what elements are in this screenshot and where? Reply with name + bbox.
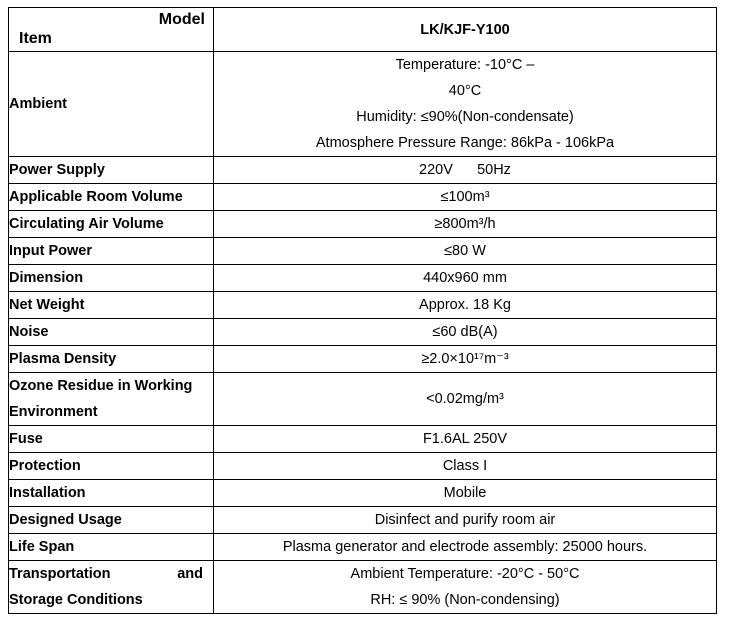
row-label: Protection [9,453,214,480]
transport-line: RH: ≤ 90% (Non-condensing) [370,592,560,608]
model-value: LK/KJF-Y100 [214,8,717,52]
row-label: and [177,566,203,582]
row-value: ≤100m³ [214,184,717,211]
table-row [9,426,717,453]
table-row [9,157,717,184]
row-value: 220V 50Hz [214,157,717,184]
row-value: 440x960 mm [214,265,717,292]
transport-line: Ambient Temperature: -20°C - 50°C [350,566,580,582]
item-header-label: Item [19,30,52,47]
transport-value-cell [214,561,717,614]
table-row [9,319,717,346]
table-row [9,480,717,507]
ambient-value-cell [214,52,717,157]
row-label: Ozone Residue in Working [9,378,193,394]
row-label-line [9,561,213,587]
row-value: F1.6AL 250V [214,426,717,453]
row-label: Noise [9,319,214,346]
row-value: Mobile [214,480,717,507]
row-label: Power Supply [9,157,214,184]
row-label-cell [9,561,214,614]
table-header-row [9,8,717,52]
model-header-label: Model [158,11,205,28]
row-label: Installation [9,480,214,507]
spec-table [8,7,717,614]
row-value: ≤60 dB(A) [214,319,717,346]
row-label: Applicable Room Volume [9,184,214,211]
table-row [9,561,717,614]
table-row [9,184,717,211]
row-label: Fuse [9,426,214,453]
row-value: Disinfect and purify room air [214,507,717,534]
table-row [9,292,717,319]
table-row [9,238,717,265]
table-row [9,52,717,157]
row-label: Environment [9,404,98,420]
ambient-line: Atmosphere Pressure Range: 86kPa - 106kPa [315,135,615,151]
table-row [9,211,717,238]
ambient-line: Humidity: ≤90%(Non-condensate) [356,109,574,125]
row-label-cell [9,373,214,426]
row-label: Life Span [9,534,214,561]
row-value: ≥800m³/h [214,211,717,238]
ambient-line: Temperature: -10°C – [395,57,535,73]
row-label: Circulating Air Volume [9,211,214,238]
table-row [9,373,717,426]
table-row [9,534,717,561]
row-label: Dimension [9,265,214,292]
row-value: Class I [214,453,717,480]
row-value: Approx. 18 Kg [214,292,717,319]
table-row [9,265,717,292]
row-value: Plasma generator and electrode assembly: 25000 hours. [214,534,717,561]
table-row [9,507,717,534]
header-corner-cell [9,8,214,52]
row-label: Input Power [9,238,214,265]
row-label: Ambient [9,52,214,157]
row-label: Storage Conditions [9,592,143,608]
table-row [9,453,717,480]
row-label: Net Weight [9,292,214,319]
row-label: Plasma Density [9,346,214,373]
row-value: ≥2.0×10¹⁷m⁻³ [214,346,717,373]
row-label: Transportation [9,566,111,582]
table-row [9,346,717,373]
row-value: <0.02mg/m³ [214,373,717,426]
row-value: ≤80 W [214,238,717,265]
ambient-line: 40°C [448,83,482,99]
row-label: Designed Usage [9,507,214,534]
spec-table-wrapper [8,7,717,614]
